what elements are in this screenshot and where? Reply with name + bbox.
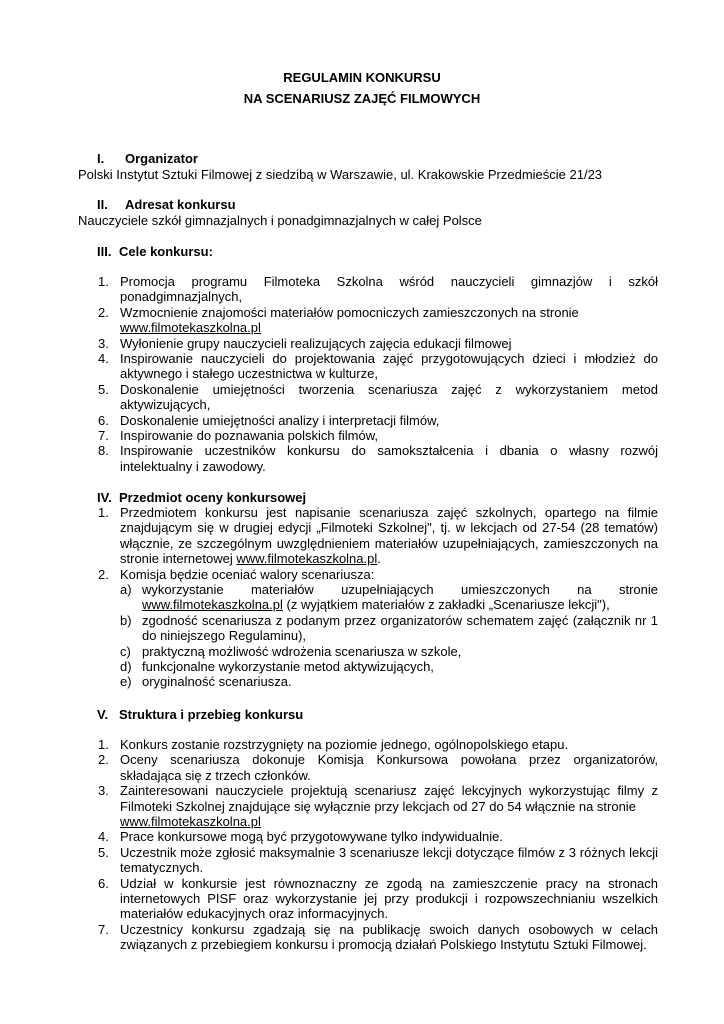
sublist-item: e) oryginalność scenariusza. — [120, 674, 292, 690]
section-4-title: Przedmiot oceny konkursowej — [119, 490, 307, 505]
list-item: 4. Inspirowanie nauczycieli do projektowania zajęć przygotowujących dzieci i młodzież do aktywnego i stałego uczestnictwa w kulturze, — [98, 351, 658, 382]
list-item: 5. Doskonalenie umiejętności tworzenia scenariusza zajęć z wykorzystaniem metod aktywizujących, — [98, 381, 658, 413]
list-item: 1. Promocja programu Filmoteka Szkolna wśród nauczycieli gimnazjów i szkół ponadgimnazjalnych, — [98, 274, 658, 305]
sublist-item: d) funkcjonalne wykorzystanie metod aktywizujących, — [120, 659, 434, 675]
filmoteka-link[interactable]: www.filmotekaszkolna.pl — [142, 597, 283, 613]
list-item: 1. Przedmiotem konkursu jest napisanie scenariusza zajęć szkolnych, opartego na filmie znajdującym się w drugiej edycji „Filmoteki Szkolnej", tj. w lekcjach od 27-54 (28 tematów) włącznie, ze szczególnym uwzględnieniem materiałów uzupełniających, zamieszczonych na stronie internetowej www.filmotekaszkolna.pl. — [98, 505, 658, 567]
sublist-item: c) praktyczną możliwość wdrożenia scenariusza w szkole, — [120, 643, 462, 659]
section-2-text: Nauczyciele szkół gimnazjalnych i ponadgimnazjalnych w całej Polsce — [78, 213, 482, 228]
list-item: 4. Prace konkursowe mogą być przygotowywane tylko indywidualnie. — [98, 829, 503, 845]
section-3-heading — [97, 244, 213, 259]
filmoteka-link[interactable]: www.filmotekaszkolna.pl — [236, 551, 378, 567]
list-item: 7. Uczestnicy konkursu zgadzają się na publikację swoich danych osobowych w celach związanych z przebiegiem konkursu i promocją działań Polskiego Instytutu Sztuki Filmowej. — [98, 921, 658, 953]
list-item: 5. Uczestnik może zgłosić maksymalnie 3 scenariusze lekcji dotyczące filmów z 3 różnych lekcji tematycznych. — [98, 844, 658, 876]
section-3-title: Cele konkursu: — [119, 244, 213, 259]
section-4-list — [98, 505, 658, 690]
sublist-item: b) zgodność scenariusza z podanym przez organizatorów schematem zajęć (załącznik nr 1 do niniejszego Regulaminu), — [120, 612, 658, 644]
section-3-list — [98, 274, 658, 474]
list-item: 2. Wzmocnienie znajomości materiałów pomocniczych zamieszczonych na stronie www.filmotekaszkolna.pl — [98, 304, 579, 336]
list-item: 2. Oceny scenariusza dokonuje Komisja Konkursowa powołana przez organizatorów, składająca się z trzech członków. — [98, 752, 658, 783]
section-1-number: I. — [97, 151, 105, 166]
section-2-title: Adresat konkursu — [125, 197, 236, 212]
filmoteka-link[interactable]: www.filmotekaszkolna.pl — [120, 814, 261, 830]
section-4-number: IV. — [97, 490, 112, 505]
list-item: 8. Inspirowanie uczestników konkursu do samokształcenia i dbania o własny rozwój intelektualny i zawodowy. — [98, 443, 658, 474]
list-item: 1. Konkurs zostanie rozstrzygnięty na poziomie jednego, ogólnopolskiego etapu. — [98, 737, 569, 752]
section-2-number: II. — [97, 197, 108, 212]
list-item: 2. Komisja będzie oceniać walory scenariusza: a) wykorzystanie materiałów uzupełniających umieszczonych na stronie www.filmotekaszkolna.pl (z wyjątkiem materiałów z zakładki „Scenariusze lekcji"), b) zgodność scenariusza z podanym przez organizatorów schematem zajęć (załącznik nr 1 do niniejszego Regulaminu), c) praktyczną możliwość wdrożenia scenariusza w szkole, d) funkcjonalne wykorzystanie metod aktywizujących, e) oryginalność scenariusza. — [98, 566, 658, 690]
list-item: 3. Zainteresowani nauczyciele projektują scenariusz zajęć lekcyjnych wykorzystując filmy z Filmoteki Szkolnej znajdujące się wyłącznie przy lekcjach od 27 do 54 włącznie na stronie www.filmotekaszkolna.pl — [98, 783, 658, 830]
sublist-item: a) wykorzystanie materiałów uzupełniających umieszczonych na stronie www.filmotekaszkolna.pl (z wyjątkiem materiałów z zakładki „Scenariusze lekcji"), — [120, 582, 658, 613]
section-5-heading — [97, 707, 303, 722]
section-2-heading — [97, 197, 236, 212]
list-item: 3. Wyłonienie grupy nauczycieli realizujących zajęcia edukacji filmowej — [98, 335, 512, 351]
title-line-2: NA SCENARIUSZ ZAJĘĆ FILMOWYCH — [243, 91, 481, 106]
list-item: 7. Inspirowanie do poznawania polskich filmów, — [98, 428, 378, 444]
list-item: 6. Udział w konkursie jest równoznaczny ze zgodą na zamieszczenie pracy na stronach internetowych PISF oraz wykorzystanie jej przy produkcji i rozpowszechnianiu wszelkich materiałów edukacyjnych oraz informacyjnych. — [98, 875, 658, 922]
filmoteka-link[interactable]: www.filmotekaszkolna.pl — [120, 320, 261, 336]
section-1-title: Organizator — [125, 151, 198, 166]
section-1-heading — [97, 151, 198, 166]
section-5-title: Struktura i przebieg konkursu — [119, 707, 304, 722]
criteria-sublist — [120, 582, 658, 690]
section-5-list — [98, 737, 658, 953]
section-3-number: III. — [97, 244, 112, 259]
section-1-text: Polski Instytut Sztuki Filmowej z siedzibą w Warszawie, ul. Krakowskie Przedmieście 21/23 — [78, 167, 603, 182]
section-5-number: V. — [97, 707, 109, 722]
section-4-heading — [97, 490, 306, 505]
list-item: 6. Doskonalenie umiejętności analizy i interpretacji filmów, — [98, 412, 440, 428]
title-line-1: REGULAMIN KONKURSU — [283, 70, 441, 85]
